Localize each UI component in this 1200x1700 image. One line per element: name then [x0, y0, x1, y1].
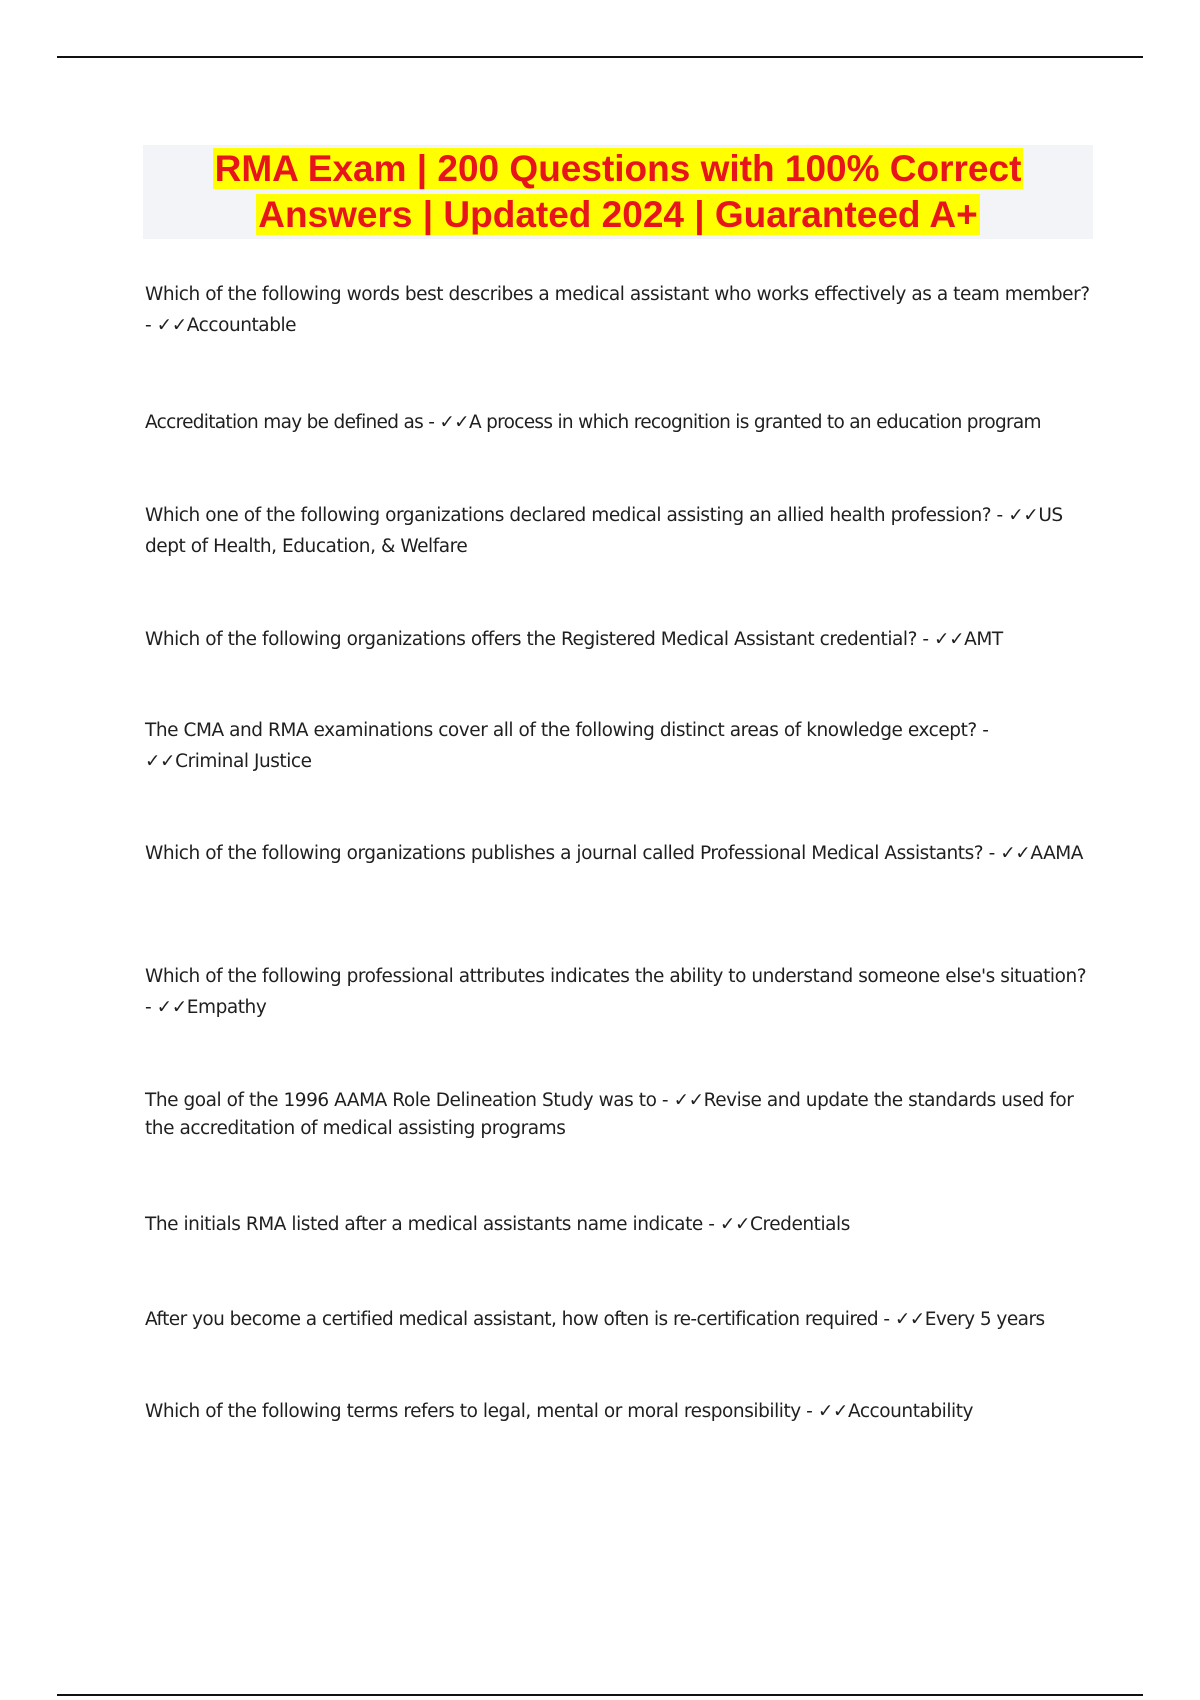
question-text: Which of the following terms refers to legal, mental or moral responsibility: [145, 1401, 801, 1422]
top-rule: [57, 56, 1143, 58]
qa-item-10: [145, 1304, 1095, 1335]
qa-item-9: [145, 1209, 1095, 1240]
title-line-1: RMA Exam | 200 Questions with 100% Correct: [214, 148, 1022, 189]
separator: -: [702, 1214, 720, 1235]
separator: -: [145, 997, 157, 1018]
question-text: Which one of the following organizations declared medical assisting an allied health profession?: [145, 505, 992, 526]
question-text: The goal of the 1996 AAMA Role Delineation Study was to: [145, 1090, 657, 1111]
bottom-rule: [57, 1694, 1143, 1696]
checkmark-icon: ✓✓: [719, 1214, 751, 1235]
answer-text: Every 5 years: [924, 1309, 1045, 1330]
qa-item-2: [145, 407, 1095, 438]
separator: -: [991, 505, 1009, 526]
answer-text: AAMA: [1030, 843, 1084, 864]
question-text: After you become a certified medical assistant, how often is re-certification required: [145, 1309, 879, 1330]
checkmark-icon: ✓✓: [156, 997, 187, 1018]
question-text: Which of the following words best describes a medical assistant who works effectively as a team member?: [145, 284, 1090, 305]
separator: -: [878, 1309, 895, 1330]
checkmark-icon: ✓✓: [156, 315, 187, 336]
qa-item-3: [145, 500, 1095, 562]
checkmark-icon: ✓✓: [1008, 505, 1039, 526]
checkmark-icon: ✓✓: [673, 1090, 704, 1111]
checkmark-icon: ✓✓: [439, 412, 469, 433]
separator: -: [423, 412, 440, 433]
checkmark-icon: ✓✓: [1000, 843, 1031, 864]
separator: -: [145, 315, 157, 336]
answer-text: Revise and update the standards used for the accreditation of medical assisting programs: [145, 1090, 1074, 1139]
answer-text: Credentials: [750, 1214, 850, 1235]
qa-item-7: [145, 961, 1095, 1023]
question-text: Which of the following professional attributes indicates the ability to understand someone else's situation?: [145, 966, 1087, 987]
title-block: [143, 145, 1093, 239]
question-text: The CMA and RMA examinations cover all of the following distinct areas of knowledge except?: [145, 720, 977, 741]
separator: -: [656, 1090, 674, 1111]
qa-item-5: [145, 715, 1095, 777]
checkmark-icon: ✓✓: [934, 629, 965, 650]
answer-text: Accountability: [847, 1401, 974, 1422]
qa-item-6: [145, 838, 1095, 869]
answer-text: A process in which recognition is granted to an education program: [468, 412, 1041, 433]
answer-text: Criminal Justice: [175, 751, 312, 772]
checkmark-icon: ✓✓: [817, 1401, 848, 1422]
qa-item-1: [145, 279, 1095, 341]
separator: -: [800, 1401, 818, 1422]
qa-item-4: [145, 624, 1095, 655]
separator: -: [976, 720, 989, 741]
checkmark-icon: ✓✓: [145, 751, 176, 772]
qa-item-11: [145, 1396, 1095, 1427]
question-text: The initials RMA listed after a medical assistants name indicate: [145, 1214, 703, 1235]
question-text: Which of the following organizations publishes a journal called Professional Medical Assistants?: [145, 843, 984, 864]
answer-text: AMT: [964, 629, 1003, 650]
question-text: Accreditation may be defined as: [145, 412, 424, 433]
answer-text: Accountable: [186, 315, 297, 336]
answer-text: Empathy: [186, 997, 267, 1018]
qa-item-8: [145, 1087, 1095, 1143]
separator: -: [983, 843, 1001, 864]
checkmark-icon: ✓✓: [894, 1309, 925, 1330]
separator: -: [916, 629, 935, 650]
document-title: [143, 145, 1093, 238]
question-text: Which of the following organizations offers the Registered Medical Assistant credential?: [145, 629, 917, 650]
answer-text: US dept of Health, Education, & Welfare: [145, 505, 1063, 557]
title-line-2: Answers | Updated 2024 | Guaranteed A+: [258, 194, 978, 235]
